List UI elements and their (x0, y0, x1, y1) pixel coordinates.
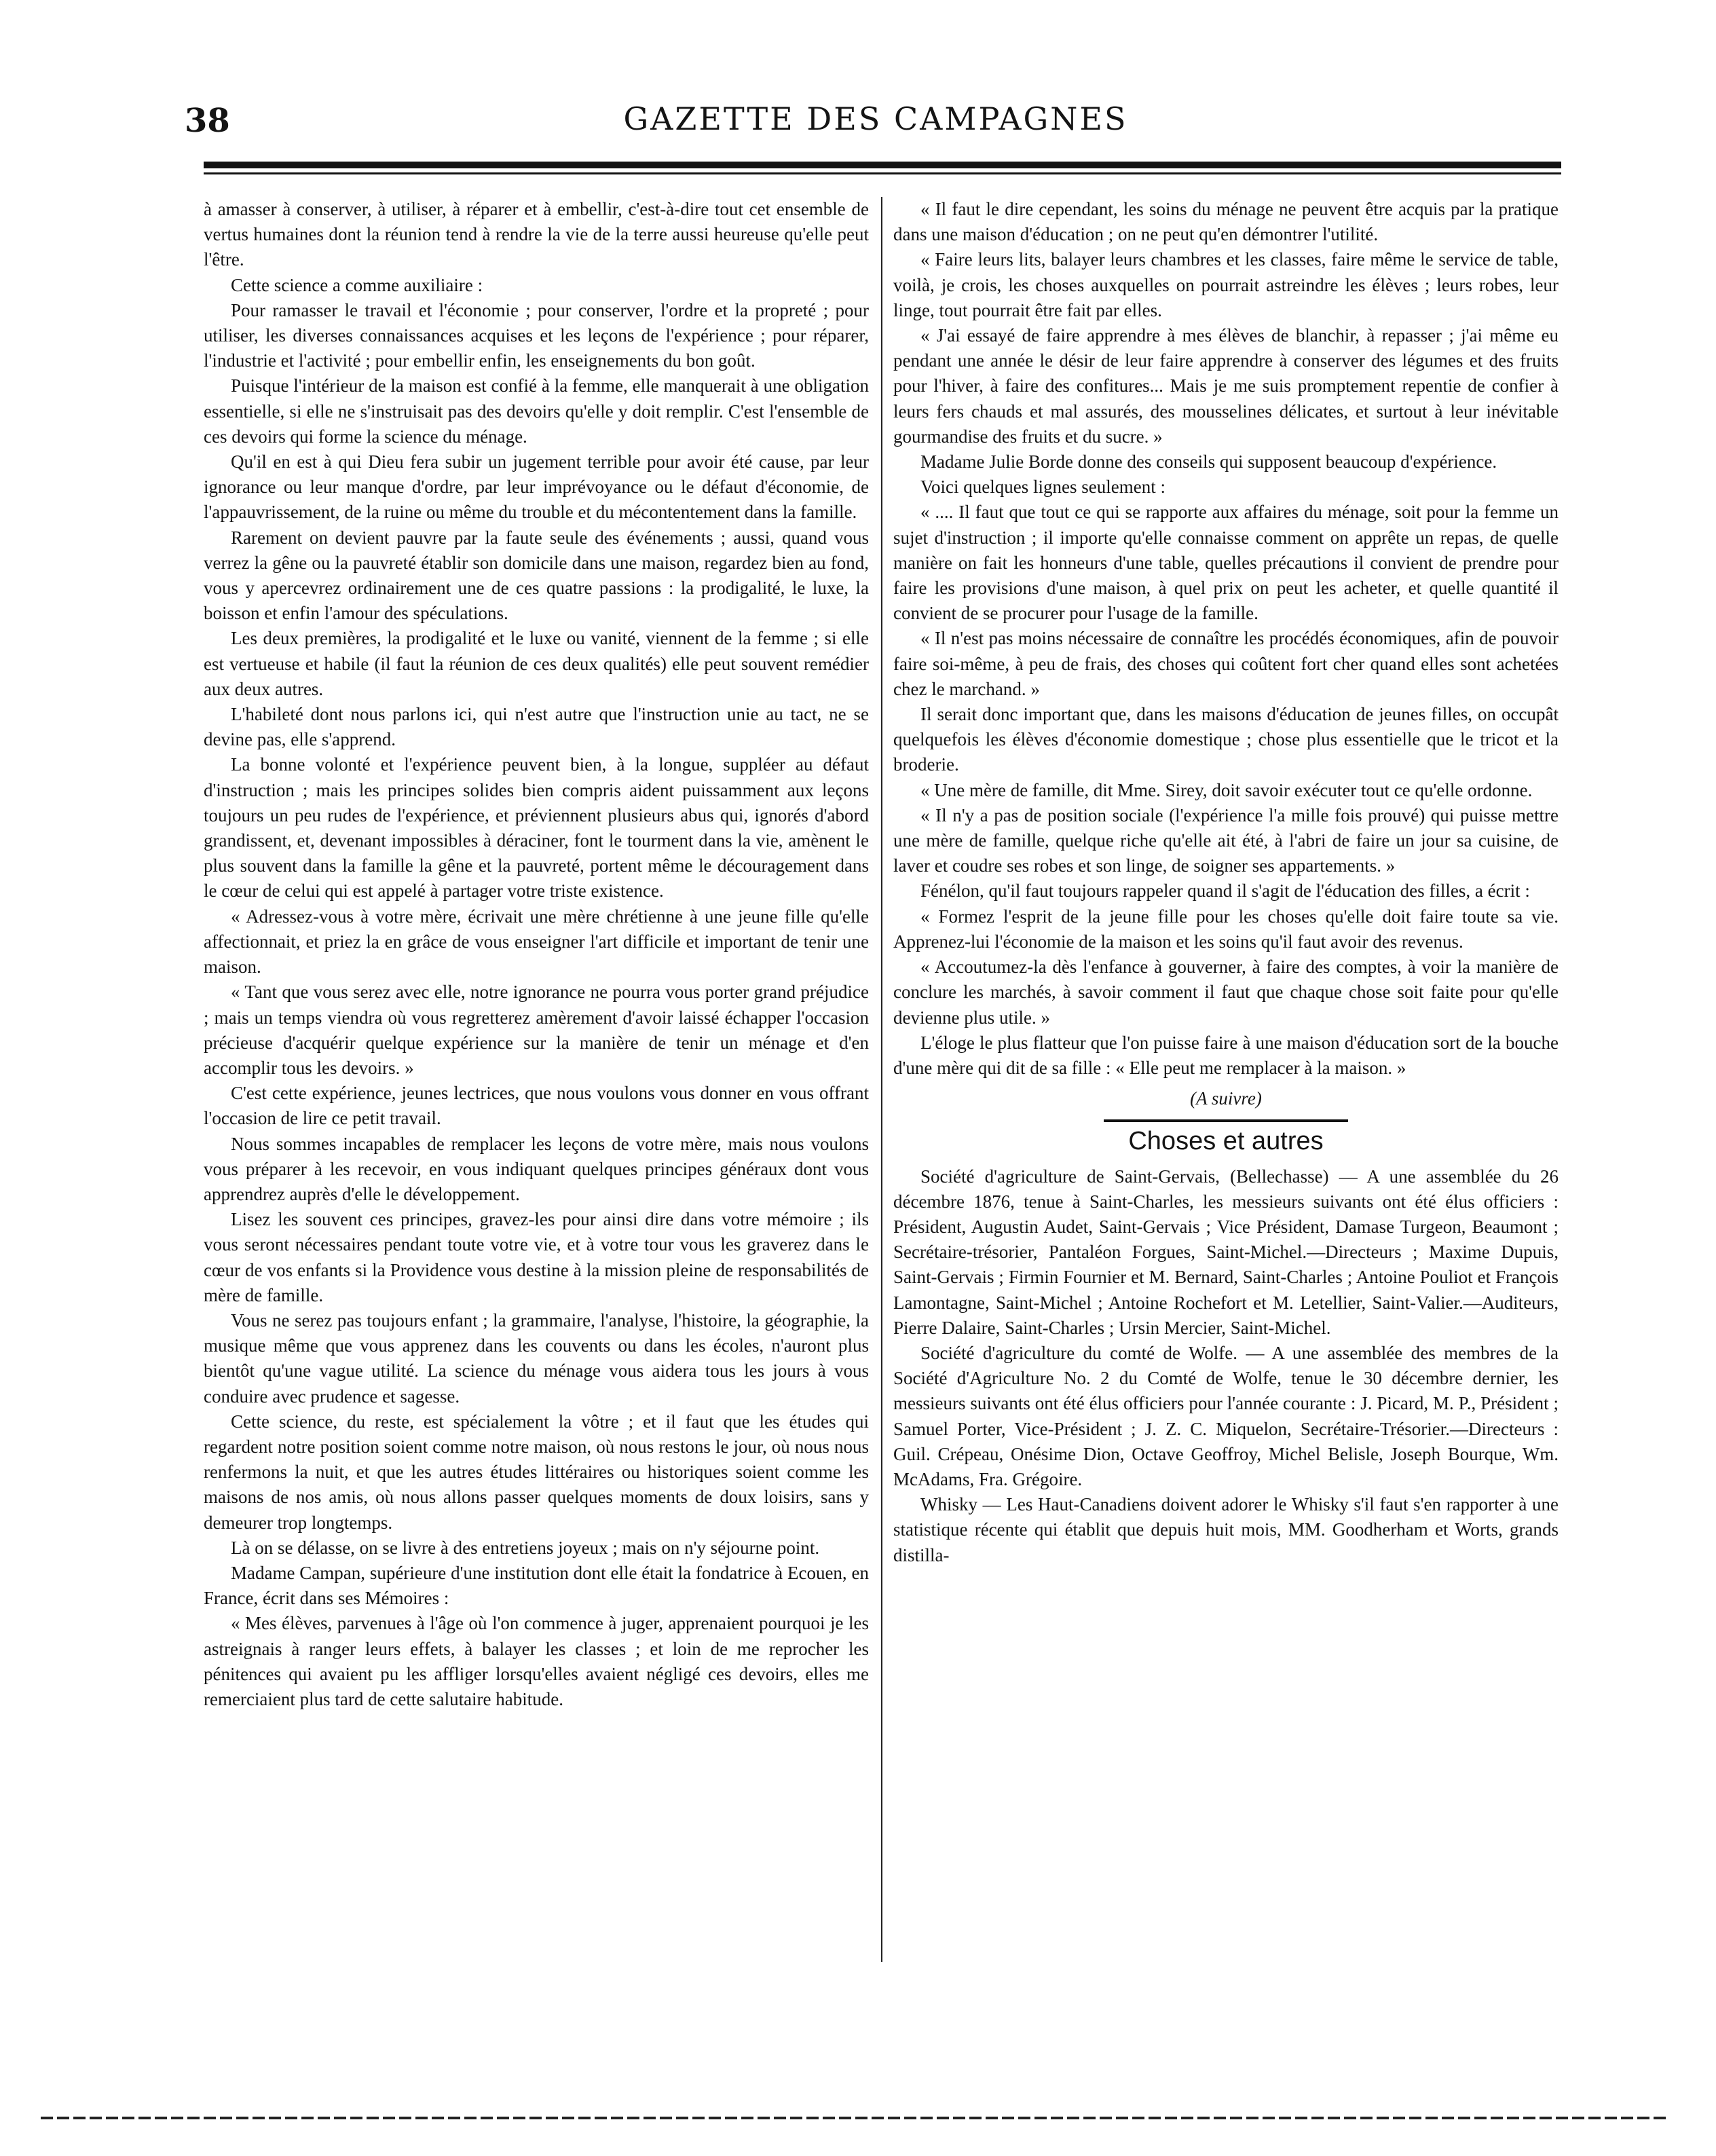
column-divider (881, 197, 882, 1962)
paragraph: « Il n'y a pas de position sociale (l'expérience l'a mille fois prouvé) qui puisse mettre une mère de famille, quelque riche qu'elle ait été, à l'abri de faire un jour sa cuisine, de laver et coudre ses robes et son linge, de soigner ses appartements. » (893, 804, 1559, 876)
paragraph: Vous ne serez pas toujours enfant ; la grammaire, l'analyse, l'histoire, la géographie, la musique même que vous apprenez dans les couvents ou dans les écoles, n'auront plus bientôt qu'une vague utilité. La science du ménage vous aidera tous les jours à vous conduire avec prudence et sagesse. (204, 1309, 869, 1407)
paragraph: Lisez les souvent ces principes, gravez-les pour ainsi dire dans votre mémoire ; ils vous seront nécessaires pendant toute votre vie, et à votre tour vous les graverez dans le cœur de vos enfants si la Providence vous destine à la mission pleine de responsabilités de mère de famille. (204, 1209, 869, 1305)
paragraph: Cette science, du reste, est spécialement la vôtre ; et il faut que les études qui regardent notre position soient comme notre maison, où nous restons le jour, où nous nous renfermons la nuit, et que les autres études littéraires ou historiques soient comme les maisons de nos amis, où nous allons passer quelques moments de doux loisirs, sans y demeurer trop longtemps. (204, 1411, 869, 1533)
paragraph: Madame Julie Borde donne des conseils qui supposent beaucoup d'expérience. (920, 451, 1497, 472)
paragraph: Nous sommes incapables de remplacer les leçons de votre mère, mais nous voulons vous préparer à les recevoir, en vous indiquant quelques principes généraux dont vous apprendrez auprès d'elle le développement. (204, 1133, 869, 1204)
section-rule (1104, 1119, 1348, 1122)
paragraph: Rarement on devient pauvre par la faute seule des événements ; aussi, quand vous verrez la gêne ou la pauvreté établir son domicile dans une maison, regardez bien au fond, vous y apercevrez ordinairement une de ces quatre passions : la prodigalité, le luxe, la boisson et enfin l'amour des spéculations. (204, 527, 869, 624)
paragraph: C'est cette expérience, jeunes lectrices, que nous voulons vous donner en vous offrant l'occasion de lire ce petit travail. (204, 1083, 869, 1129)
paragraph: Les deux premières, la prodigalité et le luxe ou vanité, viennent de la femme ; si elle est vertueuse et habile (il faut la réunion de ces deux qualités) elle peut souvent remédier aux deux autres. (204, 628, 869, 699)
paragraph: « Mes élèves, parvenues à l'âge où l'on commence à juger, apprenaient pourquoi je les astreignais à ranger leurs effets, à balayer les classes ; et loin de me reprocher les pénitences qui avaient pu les affliger lorsqu'elles avaient négligé ces devoirs, elles me remerciaient plus tard de cette salutaire habitude. (204, 1613, 869, 1709)
paragraph: « J'ai essayé de faire apprendre à mes élèves de blanchir, à repasser ; j'ai même eu pendant une année le désir de leur faire apprendre à conserver des légumes et des fruits pour l'hiver, à faire des confitures... Mais je me suis promptement repentie de confier à leurs fers chauds et mal assurés, des mousselines délicates, et surtout à leur inévitable gourmandise des fruits et du sucre. » (893, 325, 1559, 447)
page-number: 38 (185, 102, 230, 140)
paragraph: « Il n'est pas moins nécessaire de connaître les procédés économiques, afin de pouvoir faire soi-même, à peu de frais, des choses qui coûtent fort cher quand elles sont achetées chez le marchand. » (893, 628, 1559, 699)
paragraph: Cette science a comme auxiliaire : (231, 274, 483, 295)
footer-rule (41, 2117, 1670, 2119)
right-column (893, 197, 1559, 1962)
paragraph: Qu'il en est à qui Dieu fera subir un jugement terrible pour avoir été cause, par leur ignorance ou leur manque d'ordre, par leur imprévoyance ou le défaut d'économie, de l'appauvrissement, de la ruine ou même du trouble et du mécontentement dans la famille. (204, 451, 869, 523)
paragraph: Société d'agriculture du comté de Wolfe. — A une assemblée des membres de la Société d'Agriculture No. 2 du Comté de Wolfe, tenue le 30 décembre dernier, les messieurs suivants ont été élus officiers pour l'année courante : J. Picard, M. P., Président ; Samuel Porter, Vice-Président ; J. Z. C. Miquelon, Secrétaire-Trésorier.—Directeurs : Guil. Crépeau, Onésime Dion, Octave Geoffroy, Michel Belisle, Joseph Bourque, Wm. McAdams, Fra. Grégoire. (893, 1342, 1559, 1489)
paragraph: « Une mère de famille, dit Mme. Sirey, doit savoir exécuter tout ce qu'elle ordonne. (920, 779, 1533, 800)
paragraph: « Il faut le dire cependant, les soins du ménage ne peuvent être acquis par la pratique dans une maison d'éducation ; on ne peut qu'en démontrer l'utilité. (893, 199, 1559, 245)
paragraph: « Faire leurs lits, balayer leurs chambres et les classes, faire même le service de table, voilà, je crois, les choses auxquelles on pourrait astreindre les élèves ; leurs robes, leur linge, tout pourrait être fait par elles. (893, 249, 1559, 320)
paragraph: Puisque l'intérieur de la maison est confié à la femme, elle manquerait à une obligation essentielle, si elle ne s'instruisait pas des devoirs qu'elle y doit remplir. C'est l'ensemble de ces devoirs qui forme la science du ménage. (204, 375, 869, 447)
header-rule-thin (204, 172, 1561, 174)
paragraph: « Accoutumez-la dès l'enfance à gouverner, à faire des comptes, à voir la manière de conclure les marchés, à savoir comment il faut que chaque chose soit faite pour qu'elle devienne plus utile. » (893, 956, 1559, 1028)
paragraph: « Formez l'esprit de la jeune fille pour les choses qu'elle doit faire toute sa vie. Apprenez-lui l'économie de la maison et les soins qu'il faut avoir des revenus. (893, 906, 1559, 952)
paragraph: « Adressez-vous à votre mère, écrivait une mère chrétienne à une jeune fille qu'elle affectionnait, et priez la en grâce de vous enseigner l'art difficile et important de tenir une maison. (204, 906, 869, 978)
paragraph: Il serait donc important que, dans les maisons d'éducation de jeunes filles, on occupât quelquefois les élèves d'économie domestique ; chose plus essentielle que le tricot et la broderie. (893, 704, 1559, 775)
paragraph: Madame Campan, supérieure d'une institution dont elle était la fondatrice à Ecouen, en France, écrit dans ses Mémoires : (204, 1562, 869, 1609)
paragraph: Whisky — Les Haut-Canadiens doivent adorer le Whisky s'il faut s'en rapporter à une statistique récente qui établit que depuis huit mois, MM. Goodherham et Worts, grands distilla- (893, 1494, 1559, 1565)
to-be-continued: (A suivre) (1190, 1088, 1262, 1109)
paragraph: L'habileté dont nous parlons ici, qui n'est autre que l'instruction unie au tact, ne se devine pas, elle s'apprend. (204, 704, 869, 750)
paragraph: Société d'agriculture de Saint-Gervais, (Bellechasse) — A une assemblée du 26 décembre 1876, tenue à Saint-Charles, les messieurs suivants ont été élus officiers : Président, Augustin Audet, Saint-Gervais ; Vice Président, Damase Turgeon, Beaumont ; Secrétaire-trésorier, Pantaléon Forgues, Saint-Michel.—Directeurs ; Maxime Dupuis, Saint-Gervais ; Firmin Fournier et M. Bernard, Saint-Charles ; Antoine Pouliot et François Lamontagne, Saint-Michel ; Antoine Rochefort et M. Letellier, Saint-Valier.—Auditeurs, Pierre Dalaire, Saint-Charles ; Ursin Mercier, Saint-Michel. (893, 1166, 1559, 1338)
left-column (204, 197, 869, 1962)
paragraph: « Tant que vous serez avec elle, notre ignorance ne pourra vous porter grand préjudice ; mais un temps viendra où vous regretterez amèrement d'avoir laissé échapper l'occasion précieuse d'acquérir quelque expérience sur la manière de tenir un ménage et d'en accomplir tous les devoirs. » (204, 982, 869, 1078)
paragraph: La bonne volonté et l'expérience peuvent bien, à la longue, suppléer au défaut d'instruction ; mais les principes solides bien compris aident puissamment aux leçons toujours un peu rudes de l'expérience, et préviennent plusieurs abus qui, ignorés d'abord grandissent, et, devenant impossibles à déraciner, font le tourment dans la vie, amènent le plus souvent dans la famille la gêne et la pauvreté, portent même le découragement dans le cœur de celui qui est appelé à partager votre triste existence. (204, 754, 869, 902)
paragraph: Pour ramasser le travail et l'économie ; pour conserver, l'ordre et la propreté ; pour utiliser, les diverses connaissances acquises et les leçons de l'expérience ; pour réparer, l'industrie et l'activité ; pour embellir enfin, les enseignements du bon goût. (204, 299, 869, 371)
section-heading: Choses et autres (1128, 1127, 1324, 1156)
paragraph: « .... Il faut que tout ce qui se rapporte aux affaires du ménage, soit pour la femme un sujet d'instruction ; il importe qu'elle connaisse comment on apprête un repas, de quelle manière on fait les honneurs d'une table, quelles précautions il convient de prendre pour faire les provisions d'une maison, à quel prix on peut les acheter, et quelle quantité il convient de se procurer pour l'usage de la famille. (893, 502, 1559, 624)
paragraph: Fénélon, qu'il faut toujours rappeler quand il s'agit de l'éducation des filles, a écrit : (920, 880, 1530, 902)
paragraph: Voici quelques lignes seulement : (920, 477, 1165, 498)
paragraph: L'éloge le plus flatteur que l'on puisse faire à une maison d'éducation sort de la bouche d'une mère qui dit de sa fille : « Elle peut me remplacer à la maison. » (893, 1032, 1559, 1078)
paragraph: à amasser à conserver, à utiliser, à réparer et à embellir, c'est-à-dire tout cet ensemble de vertus humaines dont la réunion tend à rendre la vie de la terre aussi heureuse qu'elle peut l'être. (204, 199, 869, 270)
paragraph: Là on se délasse, on se livre à des entretiens joyeux ; mais on n'y séjourne point. (231, 1537, 820, 1558)
header-rule-thick (204, 162, 1561, 168)
masthead-title: GAZETTE DES CAMPAGNES (623, 100, 1128, 137)
